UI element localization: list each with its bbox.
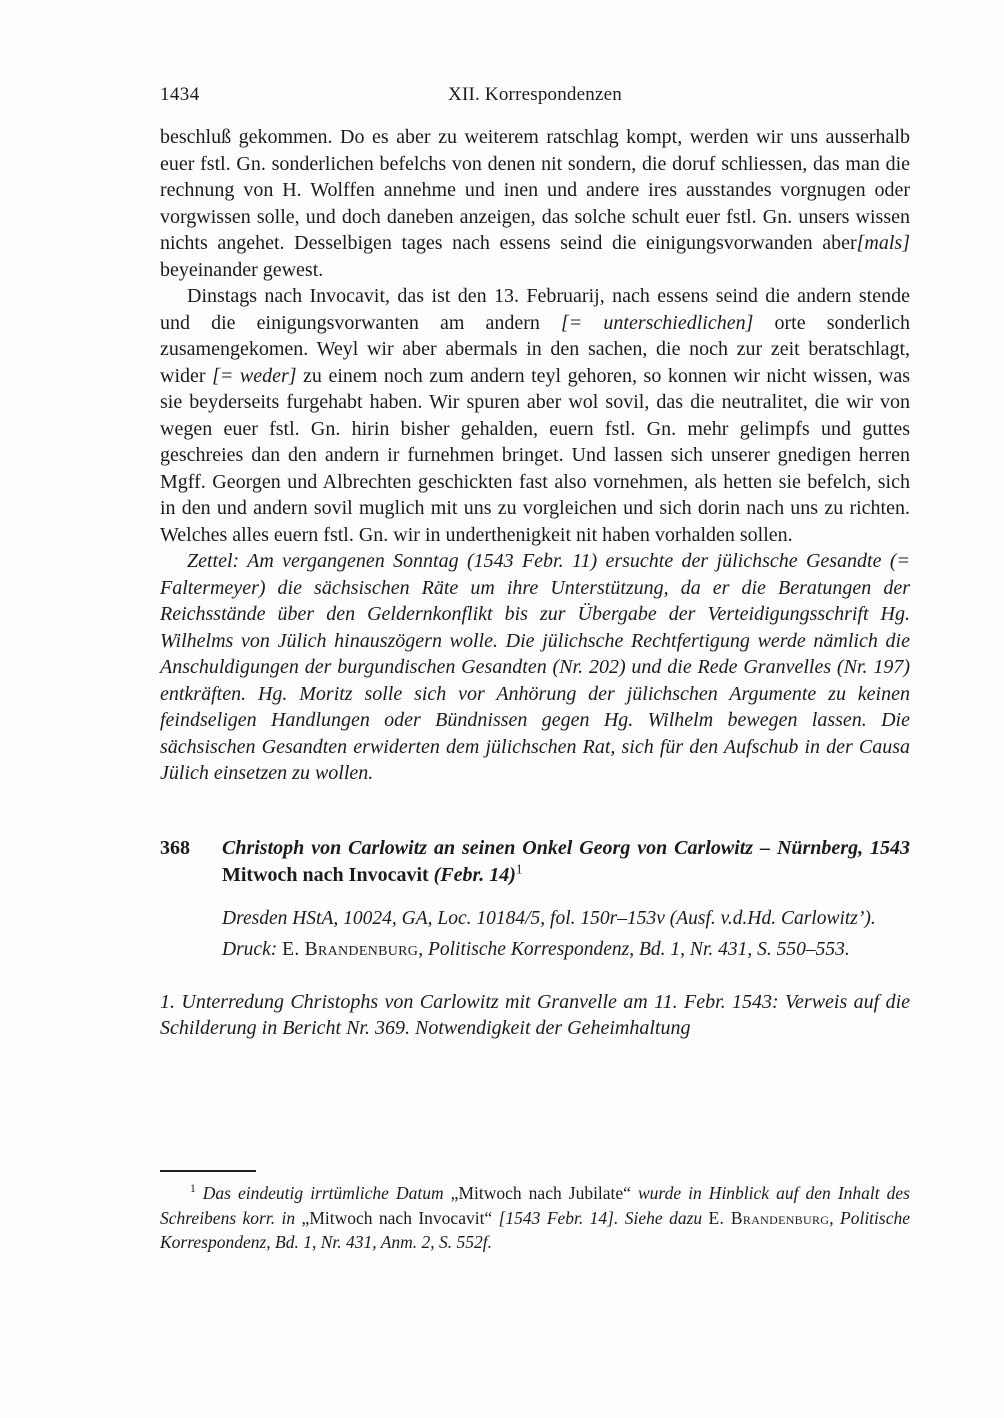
paragraph-zettel: Zettel: Am vergangenen Sonntag (1543 Febr. 11) ersuchte der jülichsche Gesandte (= Faltermeyer) die sächsischen Räte um ihre Unterstützung, da er die Beratungen der Reichsstände über den Geldernkonflikt bis zur Übergabe der Verteidigungsschrift Hg. Wilhelms von Jülich hinauszögern wolle. Die jülichsche Rechtfertigung werde nämlich die Anschuldigungen der burgundischen Gesandten (Nr. 202) und die Rede Granvelles (Nr. 197) entkräften. Hg. Moritz solle sich vor Anhörung der jülichschen Argumente zu keinen feindseligen Handlungen oder Bündnissen gegen Hg. Wilhelm bewegen lassen. Die sächsischen Gesandten erwiderten dem jülichschen Rat, sich für den Aufschub in der Causa Jülich einsetzen zu wollen.: [160, 550, 910, 784]
running-head: XII. Korrespondenzen: [448, 84, 622, 105]
entry-number: 368: [160, 836, 190, 859]
entry-heading: [160, 835, 910, 890]
page-number: 1434: [160, 84, 200, 105]
entry-summary: 1. Unterredung Christophs von Carlowitz mit Granvelle am 11. Febr. 1543: Verweis auf die Schilderung in Bericht Nr. 369. Notwendigkeit der Geheimhaltung: [160, 990, 910, 1039]
entry-print-reference: Druck: E. Brandenburg, Politische Korrespondenz, Bd. 1, Nr. 431, S. 550–553.: [222, 938, 850, 960]
paragraph-continuation: beschluß gekommen. Do es aber zu weiterem ratschlag kompt, werden wir uns ausserhalb euer fstl. Gn. sonderlichen befelchs von denen nit sondern, die doruf schliessen, das man die rechnung von H. Wolffen annehme und inen und andere ires ausstandes vorgnugen oder vorgwissen solle, und doch daneben anzeigen, das solche schult euer fstl. Gn. unsers wissen nichts angehet. Desselbigen tages nach essens seind die einigungsvorwanden aber[mals] beyeinander gewest.: [160, 126, 910, 281]
footnote-area: [160, 1170, 910, 1255]
paragraph-dinstags: Dinstags nach Invocavit, das ist den 13. Februarij, nach essens seind die andern stende und die einigungsvorwanten am andern [= unterschiedlichen] orte sonderlich zusamengekomen. Weyl wir aber abermals in den sachen, die noch zur zeit beratschlagt, wider [= weder] zu einem noch zum andern teyl gehoren, so konnen wir nicht wissen, was sie beyderseits furgehabt haben. Wir spuren aber wol sovil, das die neutralitet, die wir von wegen euer fstl. Gn. hirin bisher gehalden, euern fstl. Gn. mehr gelimpfs und guttes geschreies dan den andern ir furnehmen bringet. Und lassen sich unserer gnedigen herren Mgff. Georgen und Albrechten geschickten fast also vornehmen, als hetten sie befelch, sich in den und andern sovil muglich mit uns zu vorgleichen und sich dorin nach uns zu richten. Welches alles euern fstl. Gn. wir in underthenigkeit nit haben vorhalden sollen.: [160, 285, 910, 546]
entry-title: Christoph von Carlowitz an seinen Onkel Georg von Carlowitz – Nürnberg, 1543 Mitwoch nach Invocavit (Febr. 14)$^1$: [222, 836, 910, 886]
page-header: [160, 82, 910, 107]
main-text: [160, 124, 910, 1042]
footnote-1: $^1$ Das eindeutig irrtümliche Datum „Mitwoch nach Jubilate“ wurde in Hinblick auf den Inhalt des Schreibens korr. in „Mitwoch nach Invocavit“ [1543 Febr. 14]. Siehe dazu E. Brandenburg, Politische Korrespondenz, Bd. 1, Nr. 431, Anm. 2, S. 552f.: [160, 1183, 910, 1252]
footnote-separator: [160, 1170, 256, 1172]
entry-source: Dresden HStA, 10024, GA, Loc. 10184/5, fol. 150r–153v (Ausf. v.d.Hd. Carlowitz’).: [222, 907, 876, 929]
entry-368: [160, 835, 910, 1042]
